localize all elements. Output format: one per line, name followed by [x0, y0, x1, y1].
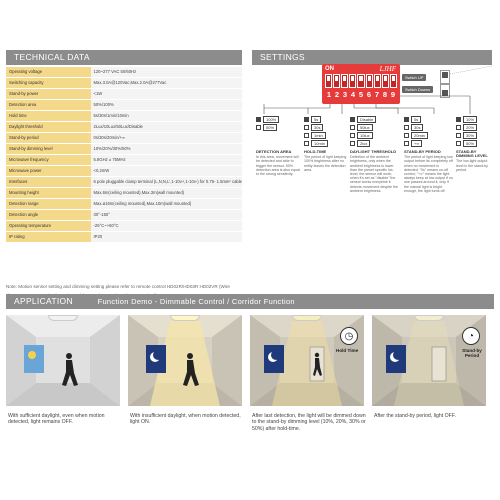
standby-label: Stand-by Period: [462, 348, 482, 358]
spec-value: 30°-150°: [91, 210, 242, 221]
option-label: 0s: [411, 116, 421, 123]
technical-data-title: TECHNICAL DATA: [14, 52, 90, 62]
spec-value: 6 pole pluggable clamp terminal (L,N,N,L',1-10v+,1-10v-) for 0.75- 1.5mm² cable: [91, 177, 242, 188]
dip-key[interactable]: [366, 74, 373, 88]
spec-value: 50%/100%: [91, 100, 242, 111]
checkbox-icon: [404, 125, 409, 130]
option-label: 2lux: [357, 140, 370, 147]
spec-row: [6, 210, 242, 221]
option-item[interactable]: [304, 132, 332, 138]
dip-key[interactable]: [341, 74, 348, 88]
standby-clock-icon: ◔: [462, 327, 480, 345]
standby-period-caption: [404, 150, 454, 193]
checkbox-icon: [304, 141, 309, 146]
option-label: 30s: [311, 124, 323, 131]
option-label: Disable: [357, 116, 376, 123]
spec-note: Note: Motion sensor setting and dimming setting please refer to remote control HD02R/HD03R HD02VR (Wire: [6, 284, 230, 289]
spec-value: 2Lux/10Lux/50Lux/Disable: [91, 122, 242, 133]
caption-title: STAND-BY PERIOD: [404, 149, 441, 154]
option-label: 10min: [311, 140, 328, 147]
checkbox-icon: [404, 141, 409, 146]
option-item[interactable]: [256, 116, 284, 122]
checkbox-icon: [350, 125, 355, 130]
option-item[interactable]: [350, 140, 378, 146]
dip-number: 3: [342, 90, 348, 99]
spec-row: [6, 199, 242, 210]
spec-key: Daylight threshold: [6, 122, 91, 133]
checkbox-icon: [404, 133, 409, 138]
caption-title: DAYLIGHT THRESHOLD: [350, 149, 397, 154]
option-item[interactable]: [404, 116, 432, 122]
daylight-threshold-options: [350, 116, 378, 148]
spec-key: Operating voltage: [6, 67, 91, 78]
spec-key: IP rating: [6, 232, 91, 243]
checkbox-icon: [456, 117, 461, 122]
spec-value: 120~277 VAC 50/60Hz: [91, 67, 242, 78]
option-label: 10lux: [357, 132, 373, 139]
dip-switch-keys: [325, 74, 397, 88]
clock-icon: ◷: [340, 327, 358, 345]
caption-text: The low-light output level in the stand-by period.: [456, 159, 488, 172]
option-label: 30%: [463, 132, 477, 139]
demo-panel-light-on: [128, 315, 242, 406]
spec-row: [6, 144, 242, 155]
spec-key: Mounting height: [6, 188, 91, 199]
corridor-scene: [6, 315, 120, 406]
dip-number: 2: [334, 90, 340, 99]
dip-switch-on-label: ON: [325, 66, 334, 72]
application-header: [6, 294, 494, 309]
dip-key[interactable]: [390, 74, 397, 88]
option-item[interactable]: [256, 124, 284, 130]
checkbox-icon: [456, 133, 461, 138]
checkbox-icon: [456, 141, 461, 146]
detection-area-caption: [256, 150, 302, 176]
option-label: 20%: [463, 124, 477, 131]
demo-caption-3: After last detection, the light will be dimmed down to the stand-by dimming level (10%, 20%, 30% or 50%) after hold-time.: [252, 413, 366, 432]
dip-switch-numbers: [325, 90, 397, 99]
dip-key[interactable]: [325, 74, 332, 88]
checkbox-icon: [256, 125, 261, 130]
option-item[interactable]: [404, 124, 432, 130]
spec-value: -25°C~+60°C: [91, 221, 242, 232]
spec-row: [6, 221, 242, 232]
demo-caption-2: With insufficient daylight, when motion detected, light ON.: [130, 413, 241, 426]
spec-row: [6, 111, 242, 122]
option-item[interactable]: [404, 140, 432, 146]
application-subtitle: Function Demo - Dimmable Control / Corridor Function: [97, 297, 295, 306]
checkbox-icon: [404, 117, 409, 122]
dip-switch: [322, 64, 400, 104]
switch-up-label: Switch UP: [402, 74, 426, 81]
option-item[interactable]: [304, 124, 332, 130]
option-label: 50lux: [357, 124, 373, 131]
spec-key: Microwave frequency: [6, 155, 91, 166]
daylight-threshold-caption: [350, 150, 400, 193]
spec-key: Interfaces: [6, 177, 91, 188]
spec-key: Operating temperature: [6, 221, 91, 232]
standby-dimming-caption: [456, 150, 494, 172]
spec-key: Detection range: [6, 199, 91, 210]
option-item[interactable]: [304, 116, 332, 122]
option-item[interactable]: [350, 132, 378, 138]
ceiling-lamp-icon: [414, 315, 444, 321]
spec-key: Detection area: [6, 100, 91, 111]
spec-row: [6, 177, 242, 188]
option-item[interactable]: [456, 124, 484, 130]
caption-text: Definition of the ambient brightness, only when the ambient brightness is lower than the preset specific lux-level, the sensor will work; when it's set as "disable" the sensor works everytime it detects movement despite the ambient brightness.: [350, 155, 398, 193]
option-label: +∞: [411, 140, 422, 147]
spec-key: Switching capacity: [6, 78, 91, 89]
caption-title: DETECTION AREA: [256, 149, 292, 154]
settings-title: SETTINGS: [260, 52, 305, 62]
spec-row: [6, 155, 242, 166]
option-label: 50%: [463, 140, 477, 147]
spec-row: [6, 188, 242, 199]
spec-table: [6, 67, 242, 243]
switch-down-knob-icon: [440, 84, 450, 98]
application-title: APPLICATION: [14, 296, 73, 306]
option-label: 50%: [263, 124, 277, 131]
checkbox-icon: [304, 125, 309, 130]
door-icon: [432, 347, 446, 381]
spec-value: Max.ø16m(ceiling mounted),Max.10m(wall mounted): [91, 199, 242, 210]
moon-window-icon: [146, 345, 166, 373]
dip-key[interactable]: [374, 74, 381, 88]
spec-value: 10%/20%/30%/50%: [91, 144, 242, 155]
spec-value: 5s/30s/1min/10min: [91, 111, 242, 122]
option-item[interactable]: [350, 116, 378, 122]
spec-value: <1W: [91, 89, 242, 100]
switch-up-knob-icon: [440, 70, 450, 84]
checkbox-icon: [350, 117, 355, 122]
corridor-scene: [128, 315, 242, 406]
window-icon: [24, 345, 44, 373]
spec-key: Hold time: [6, 111, 91, 122]
spec-value: 0s/30s/20min/+∞: [91, 133, 242, 144]
dip-number: 4: [350, 90, 356, 99]
checkbox-icon: [350, 141, 355, 146]
ceiling-lamp-icon: [292, 315, 322, 321]
dip-number: 8: [382, 90, 388, 99]
demo-caption-4: After the stand-by period, light OFF.: [374, 413, 456, 419]
spec-row: [6, 67, 242, 78]
brand-logo: LJHF: [379, 65, 396, 73]
spec-value: Max.3.0A@120Vac,Max.2.0A@277Vac: [91, 78, 242, 89]
spec-value: Max.6m(ceiling mounted),Max.3m(wall mounted): [91, 188, 242, 199]
option-label: 100%: [263, 116, 279, 123]
spec-key: Stand-by dimming level: [6, 144, 91, 155]
option-item[interactable]: [404, 132, 432, 138]
option-label: 20min: [411, 132, 428, 139]
option-item[interactable]: [456, 132, 484, 138]
dip-key[interactable]: [382, 74, 389, 88]
spec-row: [6, 89, 242, 100]
moon-window-icon: [264, 345, 284, 373]
technical-data-header: [6, 50, 242, 65]
settings-header: [252, 50, 492, 65]
option-item[interactable]: [304, 140, 332, 146]
caption-text: The period of light keeping 100% brightness after no entity leaves the detection area.: [304, 155, 347, 172]
demo-panel-standby: [372, 315, 486, 406]
dip-number: 1: [326, 90, 332, 99]
option-item[interactable]: [456, 140, 484, 146]
demo-caption-1: With sufficient daylight, even when motion detected, light remains OFF.: [8, 413, 105, 426]
dip-number: 7: [374, 90, 380, 99]
spec-key: Stand-by period: [6, 133, 91, 144]
ceiling-lamp-icon: [170, 315, 200, 321]
option-label: 1min: [311, 132, 326, 139]
standby-period-options: [404, 116, 432, 148]
detection-area-options: [256, 116, 284, 132]
dip-number: 5: [358, 90, 364, 99]
dip-number: 6: [366, 90, 372, 99]
spec-table-body: [6, 67, 242, 243]
hold-time-options: [304, 116, 332, 148]
checkbox-icon: [256, 117, 261, 122]
demo-panel-hold-time: [250, 315, 364, 406]
caption-text: In this area, movement will be detected and able to trigger the sensor. 50% detection area is also equal to the strong sensitivity.: [256, 155, 300, 177]
checkbox-icon: [304, 133, 309, 138]
hold-time-caption: [304, 150, 350, 172]
hold-time-label: Hold Time: [336, 348, 359, 353]
option-label: 10%: [463, 116, 477, 123]
dip-key[interactable]: [349, 74, 356, 88]
spec-key: Stand-by power: [6, 89, 91, 100]
spec-row: [6, 122, 242, 133]
option-item[interactable]: [456, 116, 484, 122]
spec-row: [6, 232, 242, 243]
ceiling-lamp-icon: [48, 315, 78, 321]
moon-window-icon: [386, 345, 406, 373]
spec-key: Detection angle: [6, 210, 91, 221]
demo-panel-daylight: [6, 315, 120, 406]
option-label: 5s: [311, 116, 321, 123]
checkbox-icon: [304, 117, 309, 122]
spec-row: [6, 166, 242, 177]
spec-value: IP20: [91, 232, 242, 243]
checkbox-icon: [350, 133, 355, 138]
caption-text: The period of light keeping low output before its completely off when no movement is detected. "0s" means on-off control; "+∞" means the light always keep at low output if no one passes around it, only if the natural light is bright enough, the light turns off.: [404, 155, 453, 193]
dip-number: 9: [390, 90, 396, 99]
option-label: 30s: [411, 124, 423, 131]
dip-key[interactable]: [333, 74, 340, 88]
option-item[interactable]: [350, 124, 378, 130]
caption-title: STAND-BY DIMMING LEVEL: [456, 149, 488, 159]
dip-key[interactable]: [357, 74, 364, 88]
spec-row: [6, 133, 242, 144]
spec-value: <0.2mW: [91, 166, 242, 177]
checkbox-icon: [456, 125, 461, 130]
switch-down-label: Switch Downs: [402, 86, 433, 93]
standby-dimming-options: [456, 116, 484, 148]
spec-value: 5.8GHz ± 75MHz: [91, 155, 242, 166]
caption-title: HOLD-TIME: [304, 149, 327, 154]
spec-key: Microwave power: [6, 166, 91, 177]
spec-row: [6, 100, 242, 111]
spec-row: [6, 78, 242, 89]
